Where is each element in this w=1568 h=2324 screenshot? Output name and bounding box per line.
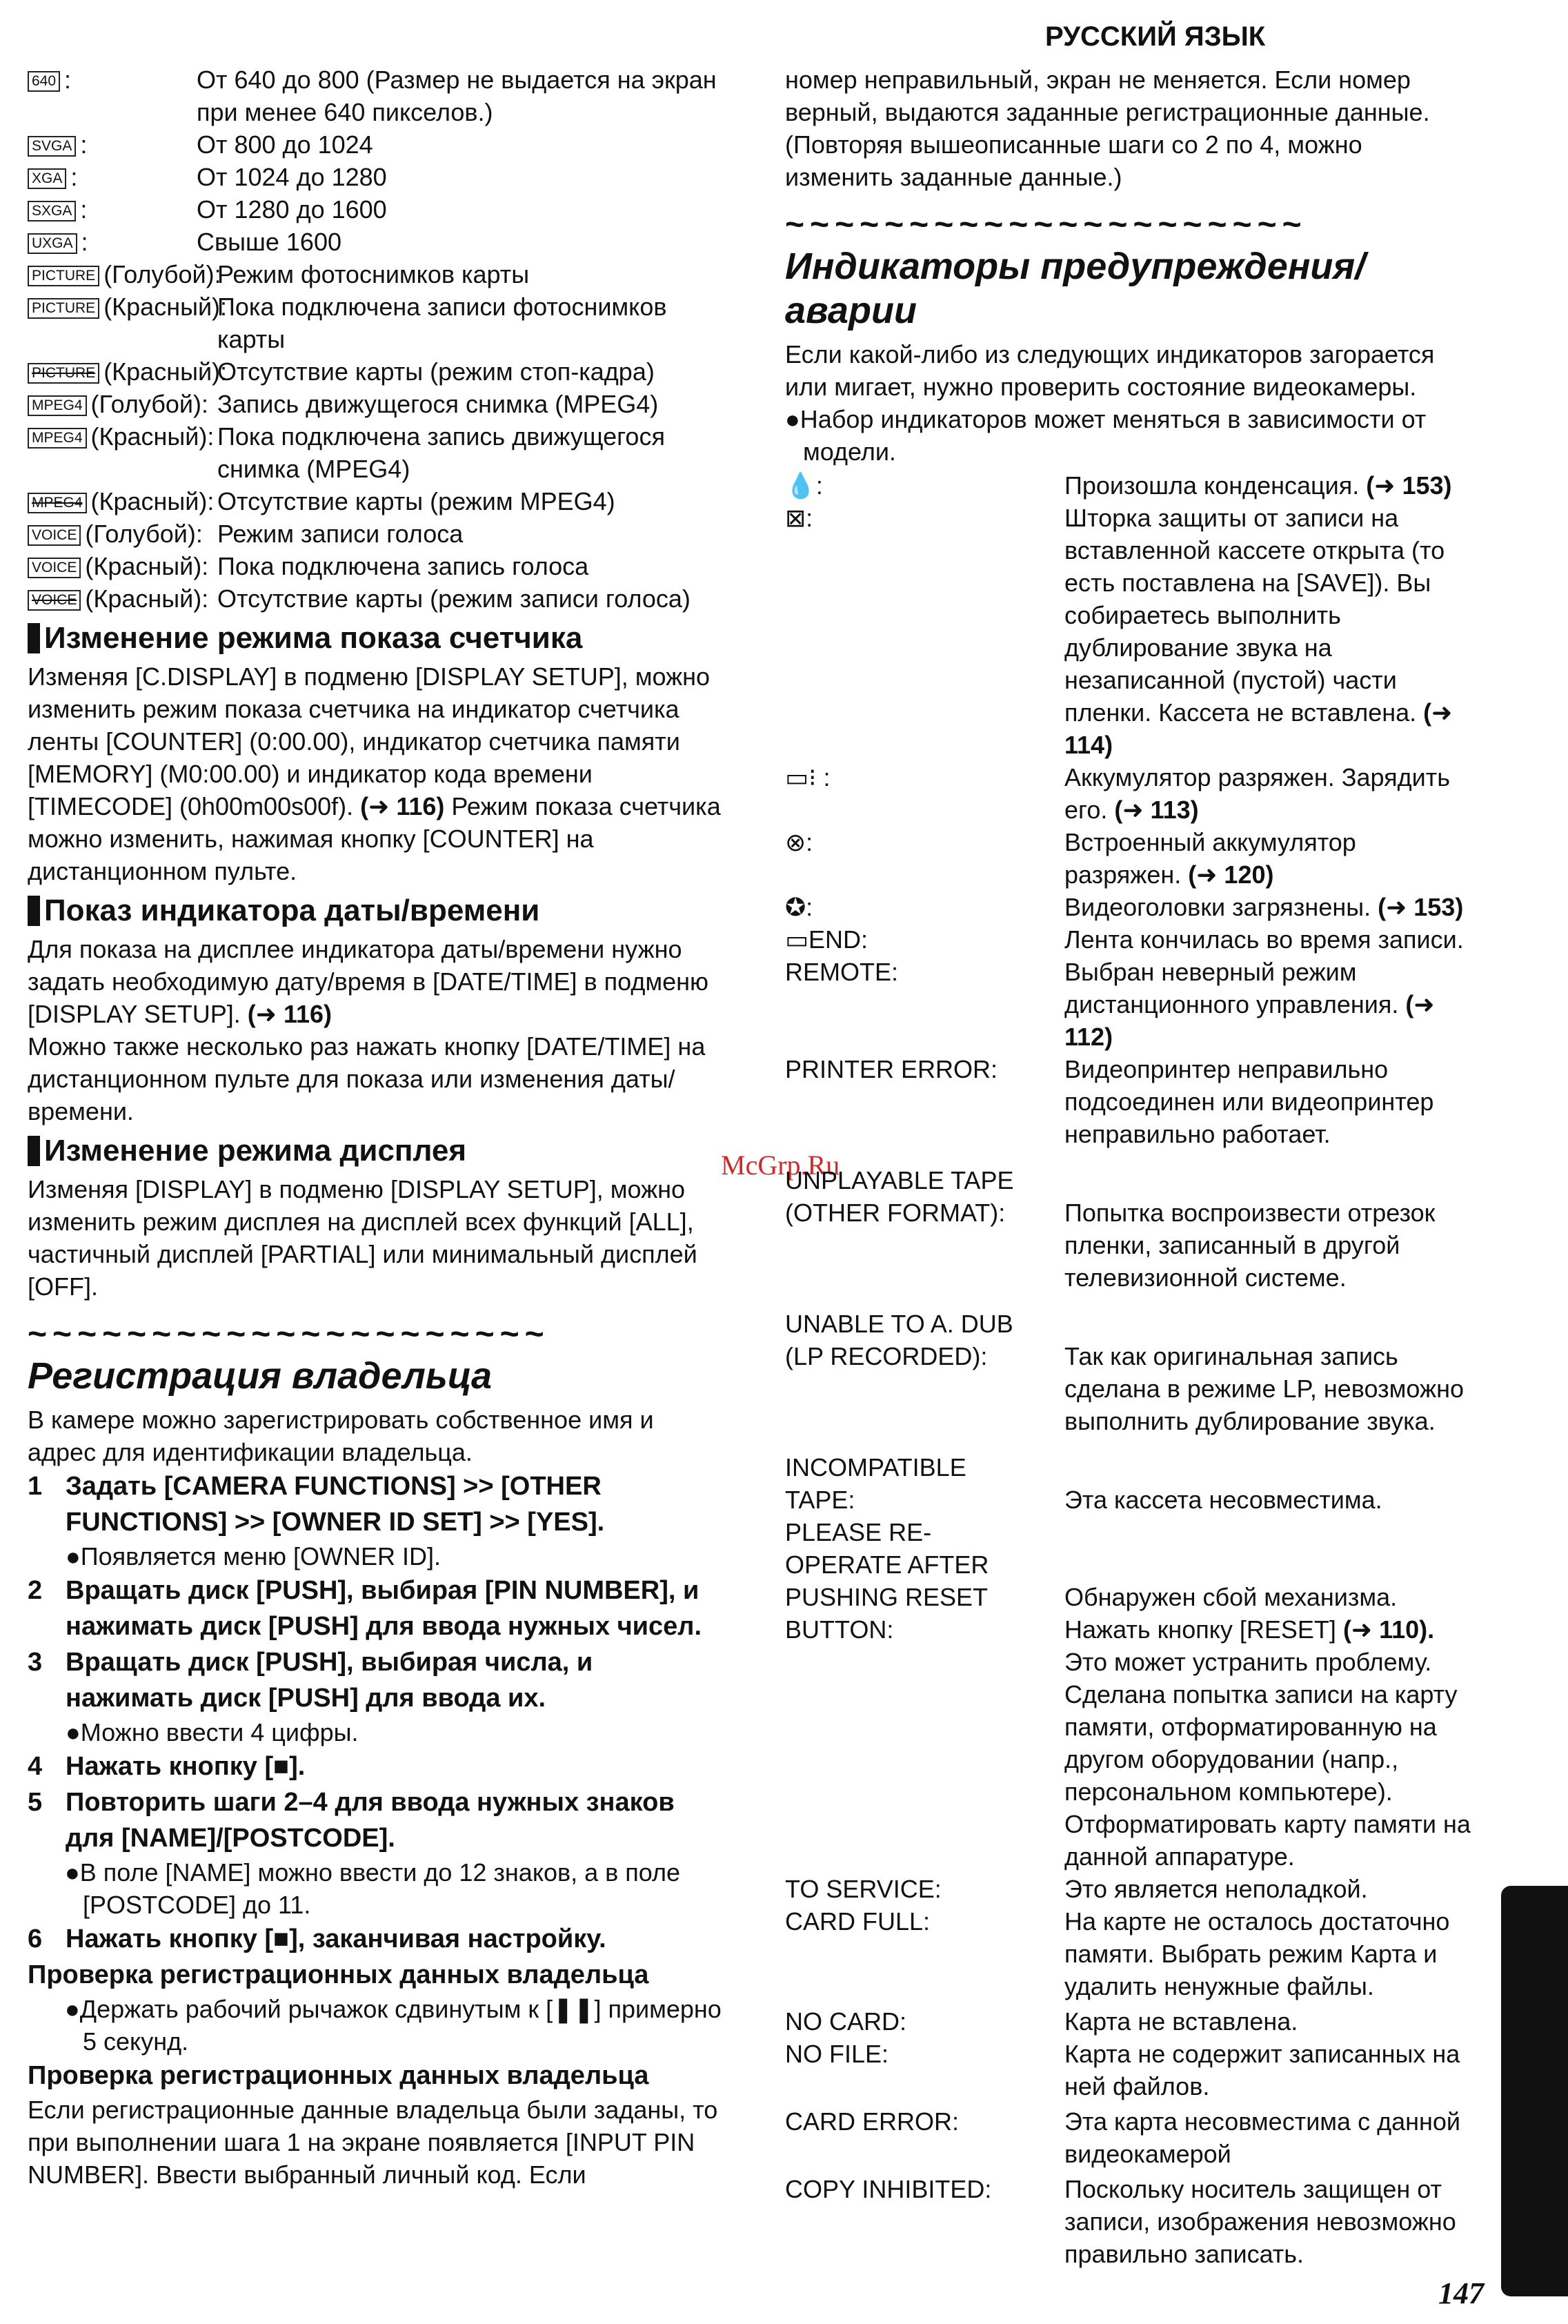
watermark: McGrp.Ru: [721, 1150, 840, 1181]
list-item: ▭END: Лента кончилась во время записи.: [785, 923, 1475, 956]
list-item: VOICE (Красный): Отсутствие карты (режим записи голоса): [28, 582, 724, 615]
voice-icon: VOICE: [28, 525, 81, 546]
battery-empty-icon: ▭⁝ :: [785, 763, 831, 791]
page-number: 147: [1438, 2276, 1484, 2310]
list-item: PICTURE (Красный): Отсутствие карты (режим стоп-кадра): [28, 355, 724, 388]
list-item: UNABLE TO A. DUB (LP RECORDED): Так как оригинальная запись сделана в режиме LP, невозможно выполнить дублирование звука.: [785, 1310, 1464, 1435]
list-item: ⊗: Встроенный аккумулятор разряжен. (➜ 120): [785, 826, 1475, 891]
condensation-icon: 💧:: [785, 471, 823, 500]
owner-steps: [28, 1468, 724, 1957]
list-item: PICTURE (Голубой): Режим фотоснимков карты: [28, 258, 724, 290]
resolution-xga-icon: XGA: [28, 168, 66, 189]
list-item: NO CARD: Карта не вставлена.: [785, 2007, 1298, 2036]
list-item: CARD ERROR: Эта карта несовместима с данной видеокамерой: [785, 2107, 1460, 2168]
list-item: SVGA : От 800 до 1024: [28, 128, 724, 161]
picture-icon: PICTURE: [28, 266, 99, 286]
cassette-protect-icon: ⊠:: [785, 504, 813, 532]
list-item: VOICE (Красный): Пока подключена запись голоса: [28, 550, 724, 582]
list-item: ⊠: Шторка защиты от записи на вставленной кассете открыта (то есть поставлена на [SAVE]). Вы собираетесь выполнить дублирование звука на незаписанной (пустой) части пленки. Кассета не вставлена. (➜ 114): [785, 502, 1475, 761]
list-item: MPEG4 (Красный): Пока подключена запись движущегося снимка (MPEG4): [28, 420, 724, 485]
list-item: XGA : От 1024 до 1280: [28, 161, 724, 193]
warnings-intro: Если какой-либо из следующих индикаторов загорается или мигает, нужно проверить состояние видеокамеры.: [785, 340, 1435, 401]
list-item: PLEASE RE-OPERATE AFTER PUSHING RESET BUTTON: Обнаружен сбой механизма. Нажать кнопку [RESET] (➜ 110). Это может устранить проблему. Сделана попытка записи на карту памяти, отформатированную на другом оборудовании (напр., персональном компьютере). Отформатировать карту памяти на данной аппаратуре.: [785, 1518, 1471, 1871]
list-item: 640 : От 640 до 800 (Размер не выдается на экран при менее 640 пикселов.): [28, 63, 724, 128]
counter-body: Изменяя [C.DISPLAY] в подменю [DISPLAY SETUP], можно изменить режим показа счетчика на индикатор счетчика ленты [COUNTER] (0:00.00), индикатор счетчика памяти [MEMORY] (M0:00.00) и индикатор кода времени [TIMECODE] (0h00m00s00f). (➜ 116) Режим показа счетчика можно изменить, нажимая кнопку [COUNTER] на дистанционном пульте.: [28, 662, 721, 885]
section-divider: ~~~~~~~~~~~~~~~~~~~~~: [785, 206, 1307, 243]
mpeg4-no-card-icon: MPEG4: [28, 493, 87, 513]
voice-no-card-icon: VOICE: [28, 590, 81, 611]
list-item: MPEG4 (Голубой): Запись движущегося снимка (MPEG4): [28, 388, 724, 420]
owner-intro: В камере можно зарегистрировать собственное имя и адрес для идентификации владельца.: [28, 1406, 654, 1466]
resolution-svga-icon: SVGA: [28, 136, 76, 157]
step-note: ●В поле [NAME] можно ввести до 12 знаков, а в поле [POSTCODE] до 11.: [65, 1858, 681, 1919]
list-item: ▭⁝ : Аккумулятор разряжен. Зарядить его. (➜ 113): [785, 761, 1475, 826]
step-item: 3 Вращать диск [PUSH], выбирая числа, и нажимать диск [PUSH] для ввода их.: [28, 1648, 593, 1713]
step-item: 4 Нажать кнопку [■].: [28, 1752, 306, 1781]
list-item: NO FILE: Карта не содержит записанных на ней файлов.: [785, 2040, 1460, 2100]
left-column: [28, 63, 724, 2191]
pixel-list: [28, 63, 724, 258]
resolution-uxga-icon: UXGA: [28, 233, 77, 254]
datetime-heading: Показ индикатора даты/времени: [28, 893, 724, 929]
list-item: SXGA : От 1280 до 1600: [28, 193, 724, 226]
step-note: ●Появляется меню [OWNER ID].: [66, 1542, 441, 1570]
step-item: 2 Вращать диск [PUSH], выбирая [PIN NUMBER], и нажимать диск [PUSH] для ввода нужных чисел.: [28, 1576, 702, 1641]
resolution-sxga-icon: SXGA: [28, 201, 76, 221]
list-item: MPEG4 (Красный): Отсутствие карты (режим MPEG4): [28, 485, 724, 518]
mpeg4-icon: MPEG4: [28, 428, 87, 449]
step-item: 6 Нажать кнопку [■], заканчивая настройку.: [28, 1924, 606, 1953]
picture-icon: PICTURE: [28, 298, 99, 319]
warnings-note: ●Набор индикаторов может меняться в зависимости от модели.: [785, 405, 1427, 466]
dirty-heads-icon: ✪:: [785, 893, 813, 921]
list-item: TO SERVICE: Это является неполадкой.: [785, 1875, 1368, 1903]
list-item: PICTURE (Красный): Пока подключена записи фотоснимков карты: [28, 290, 724, 355]
check-heading-2: Проверка регистрационных данных владельца: [28, 2061, 649, 2090]
mode-list: [28, 258, 724, 615]
mpeg4-icon: MPEG4: [28, 395, 87, 416]
list-item: ✪: Видеоголовки загрязнены. (➜ 153): [785, 891, 1475, 923]
owner-title: Регистрация владельца: [28, 1355, 493, 1397]
check-heading: Проверка регистрационных данных владельца: [28, 1960, 649, 1989]
list-item: UXGA : Свыше 1600: [28, 226, 724, 258]
list-item: PRINTER ERROR: Видеопринтер неправильно подсоединен или видеопринтер неправильно работает.: [785, 1055, 1434, 1148]
step-item: 5 Повторить шаги 2–4 для ввода нужных знаков для [NAME]/[POSTCODE].: [28, 1788, 675, 1853]
list-item: CARD FULL: На карте не осталось достаточно памяти. Выбрать режим Карта и удалить ненужные файлы.: [785, 1907, 1450, 2000]
datetime-body-2: Можно также несколько раз нажать кнопку [DATE/TIME] на дистанционном пульте для показа или изменения даты/времени.: [28, 1032, 706, 1125]
counter-heading: Изменение режима показа счетчика: [28, 620, 724, 656]
language-header: РУССКИЙ ЯЗЫК: [1045, 21, 1266, 52]
list-item: 💧: Произошла конденсация. (➜ 153): [785, 469, 1475, 502]
builtin-battery-icon: ⊗:: [785, 828, 813, 856]
continuation-text: номер неправильный, экран не меняется. Если номер верный, выдаются заданные регистрационные данные. (Повторяя вышеописанные шаги со 2 по 4, можно изменить заданные данные.): [785, 66, 1430, 191]
language-tab: [1501, 1886, 1568, 2296]
datetime-body: Для показа на дисплее индикатора даты/времени нужно задать необходимую дату/время в [DATE/TIME] в подменю [DISPLAY SETUP]. (➜ 116): [28, 935, 708, 1028]
indicator-list: [785, 469, 1475, 2270]
tape-end-icon: ▭END:: [785, 925, 869, 954]
list-item: VOICE (Голубой): Режим записи голоса: [28, 518, 724, 550]
list-item: REMOTE: Выбран неверный режим дистанционного управления. (➜ 112): [785, 958, 1435, 1051]
resolution-640-icon: 640: [28, 71, 60, 92]
right-column: [785, 63, 1475, 2270]
check-note: ●Держать рабочий рычажок сдвинутым к [❚❚] примерно 5 секунд.: [65, 1995, 722, 2056]
section-divider: ~~~~~~~~~~~~~~~~~~~~~: [28, 1316, 550, 1352]
list-item: INCOMPATIBLE TAPE: Эта кассета несовместима.: [785, 1453, 1382, 1514]
check-body: Если регистрационные данные владельца были заданы, то при выполнении шага 1 на экране появляется [INPUT PIN NUMBER]. Ввести выбранный личный код. Если: [28, 2096, 718, 2189]
step-note: ●Можно ввести 4 цифры.: [66, 1718, 359, 1746]
list-item: UNPLAYABLE TAPE (OTHER FORMAT): Попытка воспроизвести отрезок пленки, записанный в другой телевизионной системе.: [785, 1166, 1436, 1292]
picture-no-card-icon: PICTURE: [28, 363, 99, 384]
display-heading: Изменение режима дисплея: [28, 1133, 724, 1169]
voice-icon: VOICE: [28, 558, 81, 578]
warnings-title: Индикаторы предупреждения/ аварии: [785, 246, 1366, 331]
step-item: 1 Задать [CAMERA FUNCTIONS] >> [OTHER FUNCTIONS] >> [OWNER ID SET] >> [YES].: [28, 1472, 605, 1537]
list-item: COPY INHIBITED: Поскольку носитель защищен от записи, изображения невозможно правильно записать.: [785, 2175, 1456, 2268]
display-body: Изменяя [DISPLAY] в подменю [DISPLAY SETUP], можно изменить режим дисплея на дисплей всех функций [ALL], частичный дисплей [PARTIAL] или минимальный дисплей [OFF].: [28, 1175, 697, 1301]
